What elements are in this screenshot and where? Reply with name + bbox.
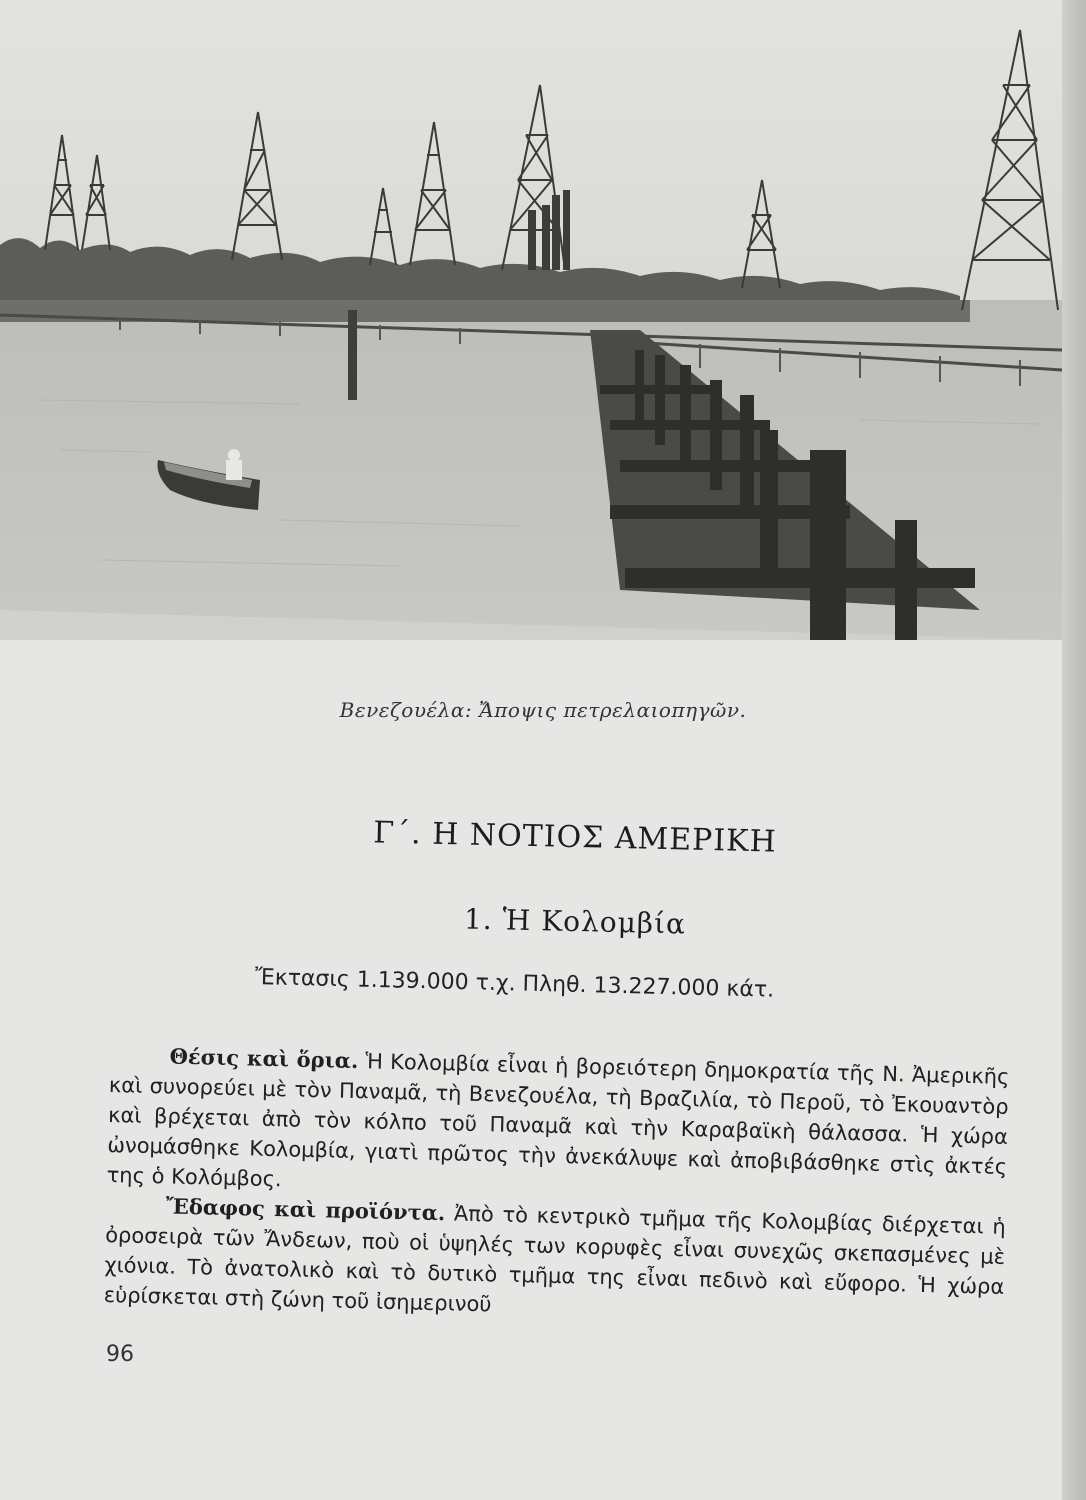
photo-caption: Βενεζουέλα: Ἄποψις πετρελαιοπηγῶν. — [339, 698, 747, 722]
paragraph-heading: Θέσις καὶ ὅρια. — [169, 1043, 359, 1074]
paragraph-body: Ἀπὸ τὸ κεντρικὸ τμῆμα τῆς Κολομβίας διέρχεται ἡ ὀροσειρὰ τῶν Ἄνδεων, ποὺ οἱ ὑψηλές των κορυφὲς εἶναι συνεχῶς σκεπασμένες μὲ χιόνια. Τὸ ἀνατολικὸ καὶ τὸ δυτικὸ τμῆμα της εἶναι πεδινὸ καὶ εὔφορο. Ἡ χώρα εὑρίσκεται στὴ ζώνη τοῦ ἰσημερινοῦ — [103, 1201, 1006, 1317]
paragraph-heading: Ἔδαφος καὶ προϊόντα. — [165, 1193, 446, 1226]
paragraph-body: Ἡ Κολομβία εἶναι ἡ βορειότερη δημοκρατία τῆς Ν. Ἀμερικῆς καὶ συνορεύει μὲ τὸν Παναμᾶ, τὴ Βενεζουέλα, τὴ Βραζιλία, τὸ Περοῦ, τὸ Ἐκουαντὸρ καὶ βρέχεται ἀπὸ τὸν κόλπο τοῦ Παναμᾶ καὶ τὴν Καραβαϊκὴ θάλασσα. Ἡ χώρα ὠνομάσθηκε Κολομβία, γιατὶ πρῶτος τὴν ἀνεκάλυψε καὶ ἀποβιβάσθηκε στὶς ἀκτές της ὁ Κολόμβος. — [106, 1049, 1010, 1192]
oil-derricks-photo — [0, 0, 1062, 640]
page-number: 96 — [106, 1342, 134, 1367]
country-stats: Ἔκτασις 1.139.000 τ.χ. Πληθ. 13.227.000 κάτ. — [254, 965, 775, 1003]
paragraph-terrain — [103, 1190, 1006, 1332]
page-edge — [1062, 0, 1086, 1500]
section-title: 1. Ἡ Κολομβία — [463, 902, 687, 941]
body-text — [103, 1040, 1009, 1332]
chapter-title: Γ΄. Η ΝΟΤΙΟΣ ΑΜΕΡΙΚΗ — [372, 815, 778, 860]
paragraph-position — [106, 1040, 1009, 1212]
